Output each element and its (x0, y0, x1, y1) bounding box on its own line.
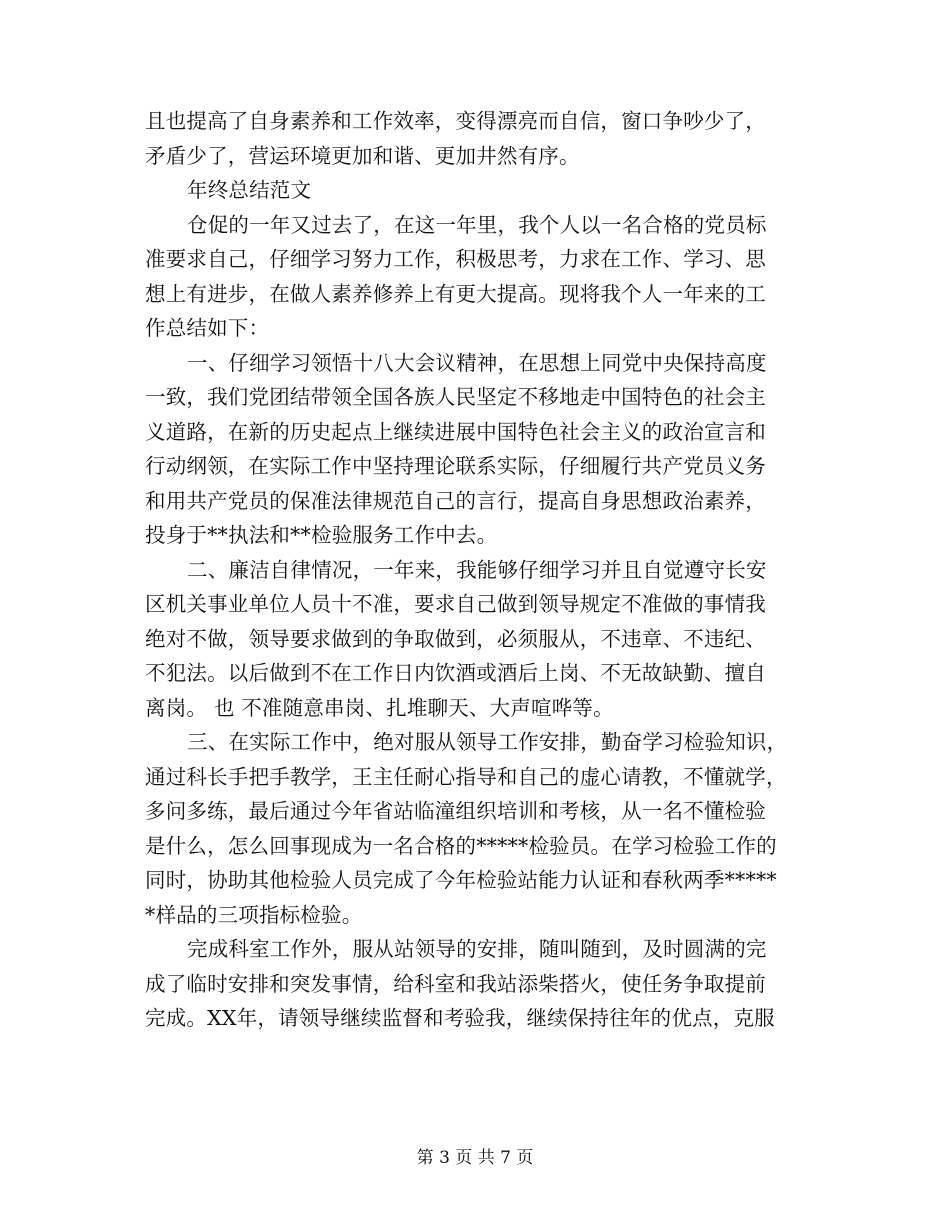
text-line: 离岗。 也 不准随意串岗、扎堆聊天、大声喧哗等。 (145, 695, 614, 720)
text-line: 不犯法。以后做到不在工作日内饮酒或酒后上岗、不无故缺勤、擅自 (145, 661, 766, 685)
text-line: 通过科长手把手教学，王主任耐心指导和自己的虚心请教，不懂就学， (145, 764, 787, 789)
text-line: *样品的三项指标检验。 (145, 902, 363, 927)
text-line: 作总结如下： (145, 316, 270, 340)
text-line: 准要求自己，仔细学习努力工作，积极思考，力求在工作、学习、思 (145, 247, 766, 271)
text-line: 义道路，在新的历史起点上继续进展中国特色社会主义的政治宣言和 (145, 419, 766, 444)
text-line: 绝对不做，领导要求做到的争取做到，必须服从，不违章、不违纪、 (145, 626, 766, 651)
text-line: 一致，我们党团结带领全国各族人民坚定不移地走中国特色的社会主 (145, 385, 766, 409)
text-line: 区机关事业单位人员十不准，要求自己做到领导规定不准做的事情我 (145, 592, 766, 616)
text-line: 成了临时安排和突发事情，给科室和我站添柴搭火，使任务争取提前 (145, 971, 766, 996)
text-line: 完成科室工作外，服从站领导的安排，随叫随到，及时圆满的完 (187, 937, 767, 961)
text-line: 完成。XX年，请领导继续监督和考验我，继续保持往年的优点，克服 (145, 1006, 775, 1030)
text-line: 行动纲领，在实际工作中坚持理论联系实际，仔细履行共产党员义务 (145, 454, 766, 478)
page-number-footer: 第 3 页 共 7 页 (416, 1148, 534, 1168)
text-line: 想上有进步，在做人素养修养上有更大提高。现将我个人一年来的工 (145, 281, 766, 306)
text-line: 仓促的一年又过去了，在这一年里，我个人以一名合格的党员标 (187, 212, 767, 237)
section-heading: 年终总结范文 (187, 178, 312, 202)
text-line: 多问多练，最后通过今年省站临潼组织培训和考核，从一名不懂检验 (145, 799, 766, 823)
text-line: 同时，协助其他检验人员完成了今年检验站能力认证和春秋两季***** (145, 868, 777, 892)
text-line: 二、廉洁自律情况，一年来，我能够仔细学习并且自觉遵守长安 (187, 557, 767, 582)
text-line: 是什么，怎么回事现成为一名合格的*****检验员。在学习检验工作的 (145, 833, 777, 858)
text-line: 且也提高了自身素养和工作效率，变得漂亮而自信，窗口争吵少了， (145, 109, 766, 133)
text-line: 投身于**执法和**检验服务工作中去。 (145, 523, 498, 547)
text-line: 三、在实际工作中，绝对服从领导工作安排，勤奋学习检验知识， (187, 730, 788, 754)
document-body (145, 104, 815, 1036)
text-line: 矛盾少了，营运环境更加和谐、更加井然有序。 (145, 143, 580, 168)
text-line: 和用共产党员的保准法律规范自己的言行，提高自身思想政治素养， (145, 488, 766, 513)
text-line: 一、仔细学习领悟十八大会议精神，在思想上同党中央保持高度 (187, 350, 767, 375)
